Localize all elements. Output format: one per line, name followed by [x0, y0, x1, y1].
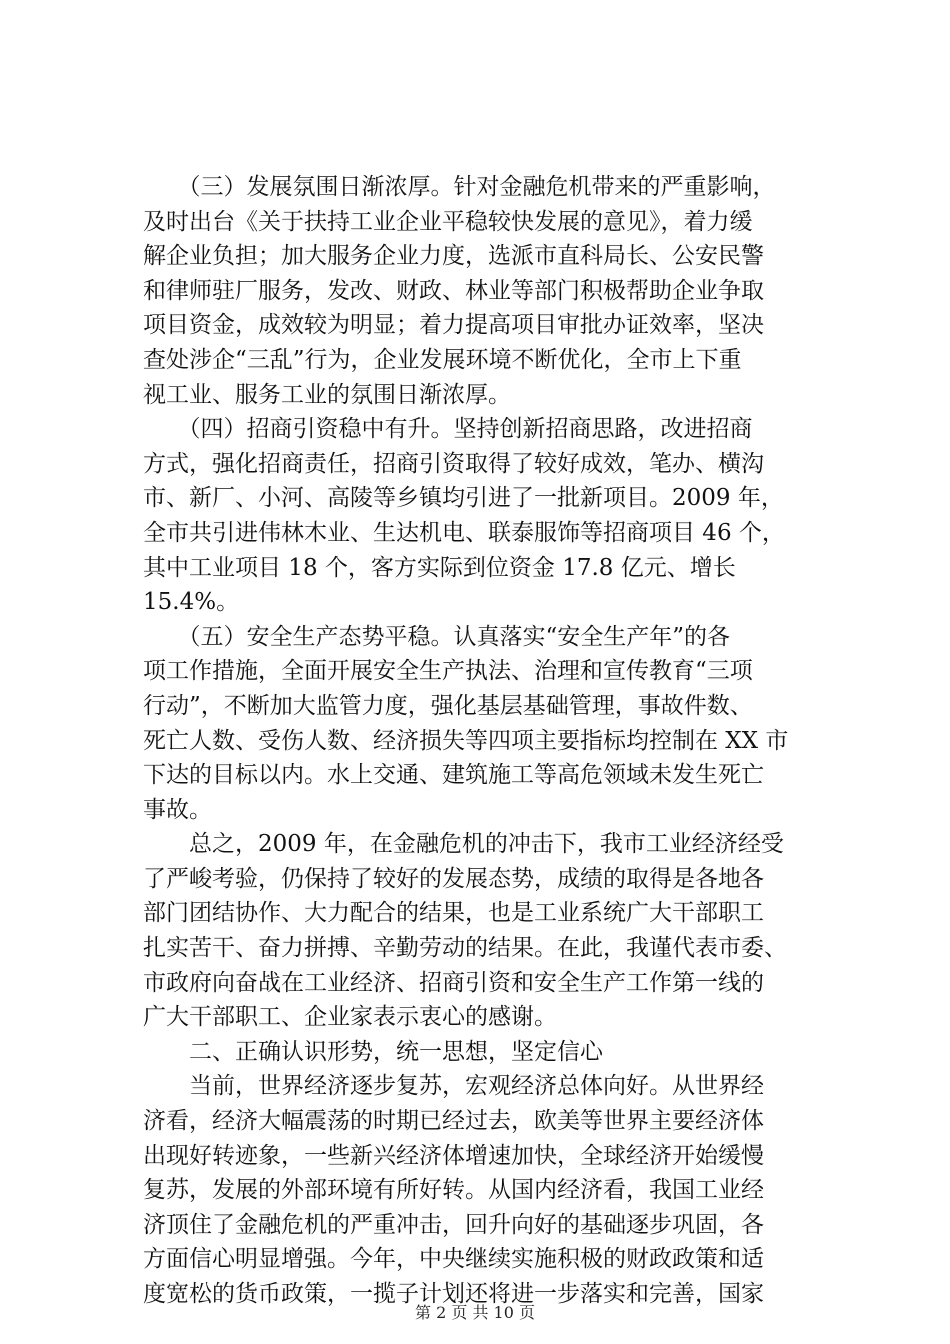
- text-line: （五）安全生产态势平稳。认真落实“安全生产年”的各: [143, 623, 731, 650]
- text-line: 查处涉企“三乱”行为，企业发展环境不断优化，全市上下重: [143, 346, 742, 373]
- text-line: 总之，2009 年，在金融危机的冲击下，我市工业经济经受: [143, 831, 784, 858]
- page-footer: 第 2 页 共 10 页: [415, 1303, 535, 1322]
- text-line: 出现好转迹象，一些新兴经济体增速加快，全球经济开始缓慢: [143, 1142, 764, 1169]
- text-line: （三）发展氛围日渐浓厚。针对金融危机带来的严重影响，: [143, 174, 776, 200]
- text-line: 济看，经济大幅震荡的时期已经过去，欧美等世界主要经济体: [143, 1108, 764, 1135]
- text-line: 广大干部职工、企业家表示衷心的感谢。: [143, 1004, 557, 1031]
- document-body: [143, 170, 838, 1312]
- text-line: 部门团结协作、大力配合的结果，也是工业系统广大干部职工: [143, 900, 764, 927]
- text-line: 下达的目标以内。水上交通、建筑施工等高危领域未发生死亡: [143, 762, 764, 789]
- text-line: 全市共引进伟林木业、生达机电、联泰服饰等招商项目 46 个，: [143, 519, 785, 546]
- text-line: 方面信心明显增强。今年，中央继续实施积极的财政政策和适: [143, 1246, 764, 1273]
- text-line: 解企业负担；加大服务企业力度，选派市直科局长、公安民警: [143, 243, 764, 270]
- text-line: 济顶住了金融危机的严重冲击，回升向好的基础逐步巩固，各: [143, 1211, 764, 1238]
- text-line: 项目资金，成效较为明显；着力提高项目审批办证效率，坚决: [143, 312, 764, 339]
- text-line: 行动”，不断加大监管力度，强化基层基础管理，事故件数、: [143, 692, 753, 719]
- text-line: 15.4%。: [143, 589, 240, 616]
- text-line: 复苏，发展的外部环境有所好转。从国内经济看，我国工业经: [143, 1177, 764, 1204]
- text-line: 方式，强化招商责任，招商引资取得了较好成效，笔办、横沟: [143, 450, 764, 477]
- text-line: 度宽松的货币政策，一揽子计划还将进一步落实和完善，国家: [143, 1281, 764, 1307]
- text-line: 当前，世界经济逐步复苏，宏观经济总体向好。从世界经: [143, 1073, 764, 1100]
- text-line: 市、新厂、小河、高陵等乡镇均引进了一批新项目。2009 年，: [143, 485, 784, 512]
- text-line: 及时出台《关于扶持工业企业平稳较快发展的意见》，着力缓: [143, 208, 753, 235]
- text-line: 市政府向奋战在工业经济、招商引资和安全生产工作第一线的: [143, 969, 764, 996]
- text-line: 死亡人数、受伤人数、经济损失等四项主要指标均控制在 XX 市: [143, 727, 789, 754]
- text-line: 事故。: [143, 796, 212, 823]
- text-line: 二、正确认识形势，统一思想，坚定信心: [143, 1038, 603, 1065]
- text-line: 其中工业项目 18 个，客方实际到位资金 17.8 亿元、增长: [143, 554, 736, 581]
- text-line: 扎实苦干、奋力拼搏、辛勤劳动的结果。在此，我谨代表市委、: [143, 935, 787, 962]
- text-line: 项工作措施，全面开展安全生产执法、治理和宣传教育“三项: [143, 658, 753, 685]
- text-line: 视工业、服务工业的氛围日渐浓厚。: [143, 381, 511, 408]
- text-line: 了严峻考验，仍保持了较好的发展态势，成绩的取得是各地各: [143, 865, 764, 892]
- text-line: （四）招商引资稳中有升。坚持创新招商思路，改进招商: [143, 416, 753, 443]
- text-line: 和律师驻厂服务，发改、财政、林业等部门积极帮助企业争取: [143, 277, 764, 304]
